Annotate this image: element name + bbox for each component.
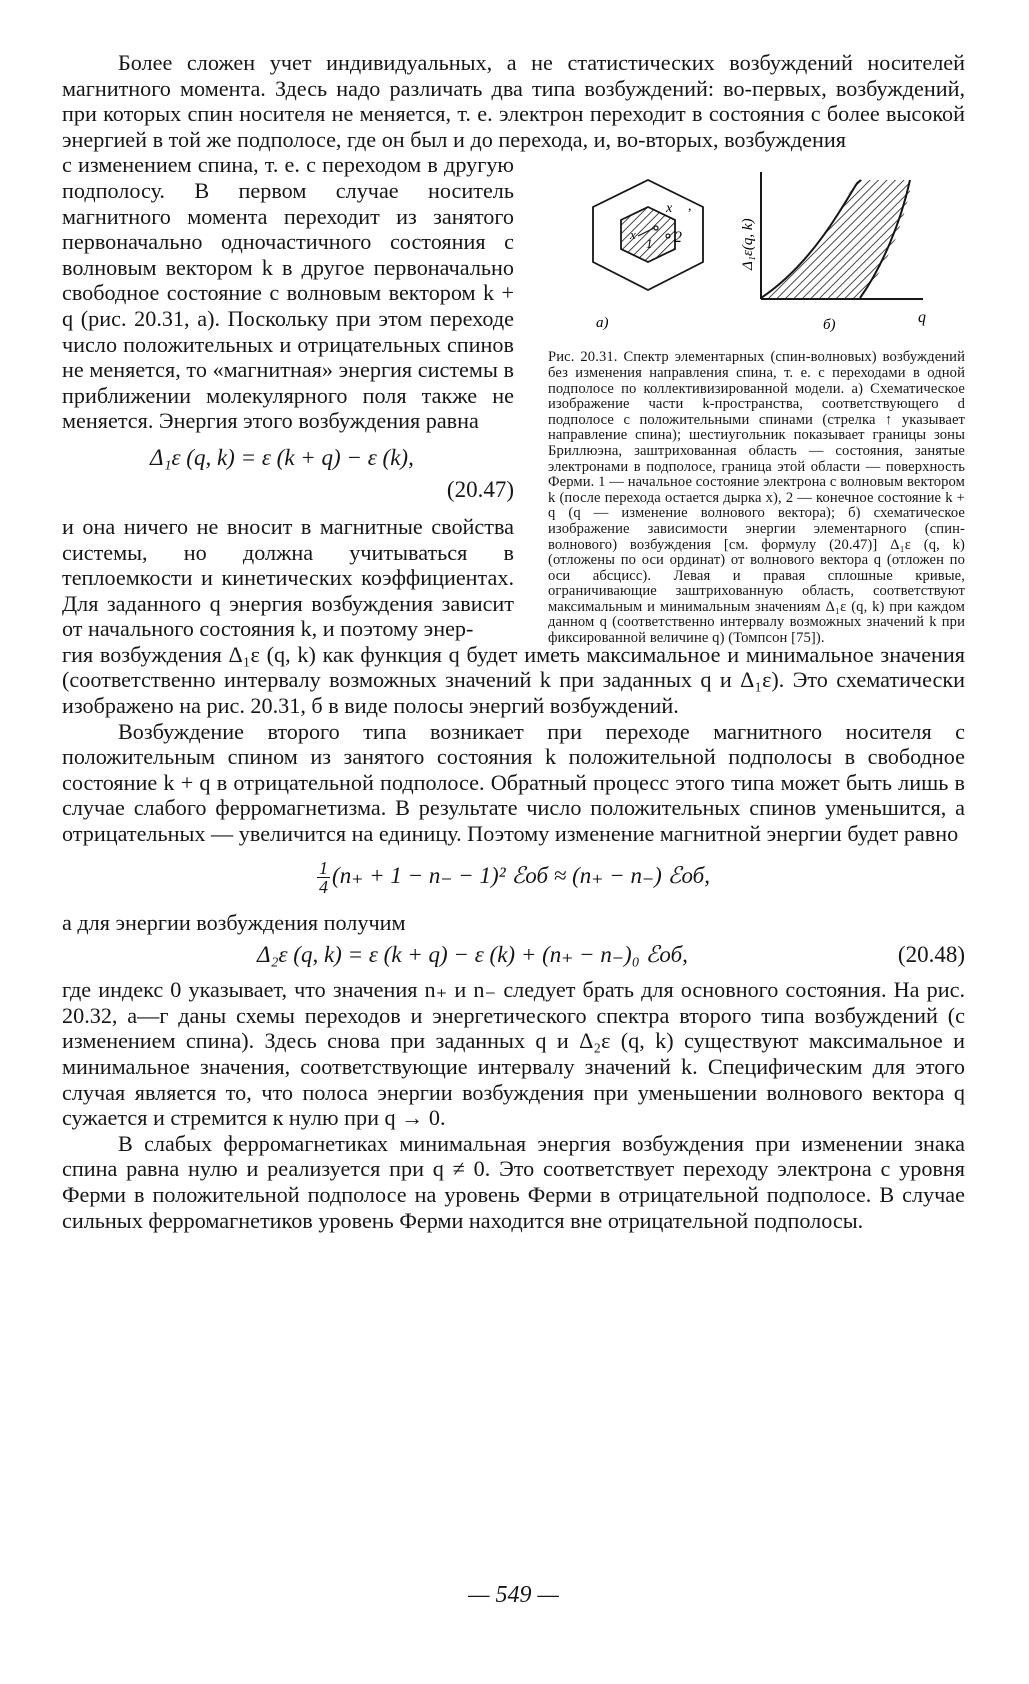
paragraph-intro: Более сложен учет индивидуальных, а не статистических возбуждений носителей магнитного момента. Здесь надо различать два типа возбуждений: во-первых, возбуждений, при которых спин носителя не меняется, т. е. электрон переходит в состояния с более высокой энергией в той же подполосе, где он был и до перехода, и, во-вторых, возбуждения (62, 50, 965, 152)
page-number: — 549 — (468, 1582, 559, 1608)
y-axis-label: Δ₁ε(q, k) (740, 218, 756, 271)
x-axis-label: q (918, 309, 926, 327)
figure-20-31 (548, 162, 965, 646)
paragraph-weak-ferromagnets: В слабых ферромагнетиках минимальная энергия возбуждения при изменении знака спина равна нулю и реализуется при q ≠ 0. Это соответствует переходу электрона с уровня Ферми в положительной подполосе на уровень Ферми в отрицательной подполосе. В случае сильных ферромагнетиков уровень Ферми находится вне отрицательной подполосы. (62, 1130, 965, 1233)
formula-20-47-number: (20.47) (446, 476, 514, 502)
formula-20-47: Δ₁ε (q, k) = ε (k + q) − ε (k), (150, 444, 414, 470)
panel-a-label: а) (596, 315, 609, 332)
spectrum-panel (740, 172, 926, 333)
paragraph-first-type: с изменением спина, т. е. с переходом в другую подполосу. В первом случае носитель магнитного момента переходит из занятого первоначально одночастичного состояния с волновым вектором k в другое первоначально свободное состояние с волновым вектором k + q (рис. 20.31, а). Поскольку при этом переходе число положительных и отрицательных спинов не меняется, то «магнитная» энергия системы в приближении молекулярного поля также не меняется. Энергия этого возбуждения равна (62, 152, 514, 434)
left-column (62, 152, 514, 642)
paragraph-heat-capacity: и она ничего не вносит в магнитные свойства системы, но должна учитываться в теплоемкости и кинетических коэффициентах. Для заданного q энергия возбуждения зависит от начального состояния k, и поэтому энер- (62, 513, 514, 642)
hole-marker-x: x (666, 201, 673, 217)
final-state-label: 2 (674, 229, 682, 247)
figure-wrap-section (62, 152, 965, 647)
formula-magnetic-energy: $\frac{1}{4}$ (n₊ + 1 − n₋ − 1)² ℰоб ≈ (n₊ − n₋) ℰоб, (319, 857, 710, 897)
paragraph-ground-state: где индекс 0 указывает, что значения n₊ и n₋ следует брать для основного состояния. На рис. 20.32, а—г даны схемы переходов и энергетического спектра второго типа возбуждений (с изменением спина). Здесь снова при заданных q и Δ₂ε (q, k) существуют максимальное и минимальное значения, соответствующие интервалу значений k. Специфическим для этого случая является то, что полоса энергии возбуждения при уменьшении волнового вектора q сужается и стремится к нулю при q → 0. (62, 977, 965, 1131)
formula-20-48-number: (20.48) (897, 942, 965, 968)
formula-20-48: Δ₂ε (q, k) = ε (k + q) − ε (k) + (n₊ − n₋)₀ ℰоб, (20.48) (257, 942, 965, 968)
svg-text:,: , (688, 199, 692, 215)
panel-b-label: б) (823, 317, 836, 334)
figure-20-31-drawing (548, 162, 965, 342)
initial-state-label: 1 (646, 236, 653, 252)
hole-label: x (630, 227, 636, 243)
figure-caption: Рис. 20.31. Спектр элементарных (спин-волновых) возбуждений без изменения направления спина, т. е. с переходами в одной подполосе по коллективизированной модели. а) Схематическое изображение части k-пространства, соответствующего d подполосе с положительными спинами (стрелка ↑ указывает направление спина); шестиугольник показывает границы зоны Бриллюэна, заштрихованная область — состояния, занятые электронами в подполосе, граница этой области — поверхность Ферми. 1 — начальное состояние электрона с волновым вектором k (после перехода остается дырка x), 2 — конечное состояние k + q (q — изменение волнового вектора); б) схематическое изображение зависимости энергии элементарного (спин-волнового) возбуждения [см. формулу (20.47)] Δ₁ε (q, k) (отложены по оси ординат) от волнового вектора q (отложен по оси абсцисс). Левая и правая сплошные кривые, ограничивающие заштрихованную область, соответствуют максимальным и минимальным значениям Δ₁ε (q, k) при каждом данном q (соответственно интервалу возможных значений k при фиксированной величине q) (Томпсон [75]). (548, 349, 965, 647)
paragraph-second-type: Возбуждение второго типа возникает при переходе магнитного носителя с положительным спином из занятого состояния k положительной подполосы в свободное состояние k + q в отрицательной подполосе. Обратный процесс этого типа может быть лишь в случае слабого ферромагнетизма. В результате число положительных спинов уменьшится, а отрицательных — увеличится на единицу. Поэтому изменение магнитной энергии будет равно (62, 718, 965, 847)
k-space-panel (593, 180, 703, 331)
page-content (62, 50, 965, 1608)
paragraph-band-width: гия возбуждения Δ₁ε (q, k) как функция q будет иметь максимальное и минимальное значения (соответственно интервалу возможных значений k при заданных q и Δ₁ε). Это схематически изображено на рис. 20.31, б в виде полосы энергий возбуждений. (62, 641, 965, 719)
paragraph-excitation-energy: а для энергии возбуждения получим (62, 909, 406, 935)
fraction-one-quarter: $\frac{1}{4}$ (319, 857, 329, 897)
